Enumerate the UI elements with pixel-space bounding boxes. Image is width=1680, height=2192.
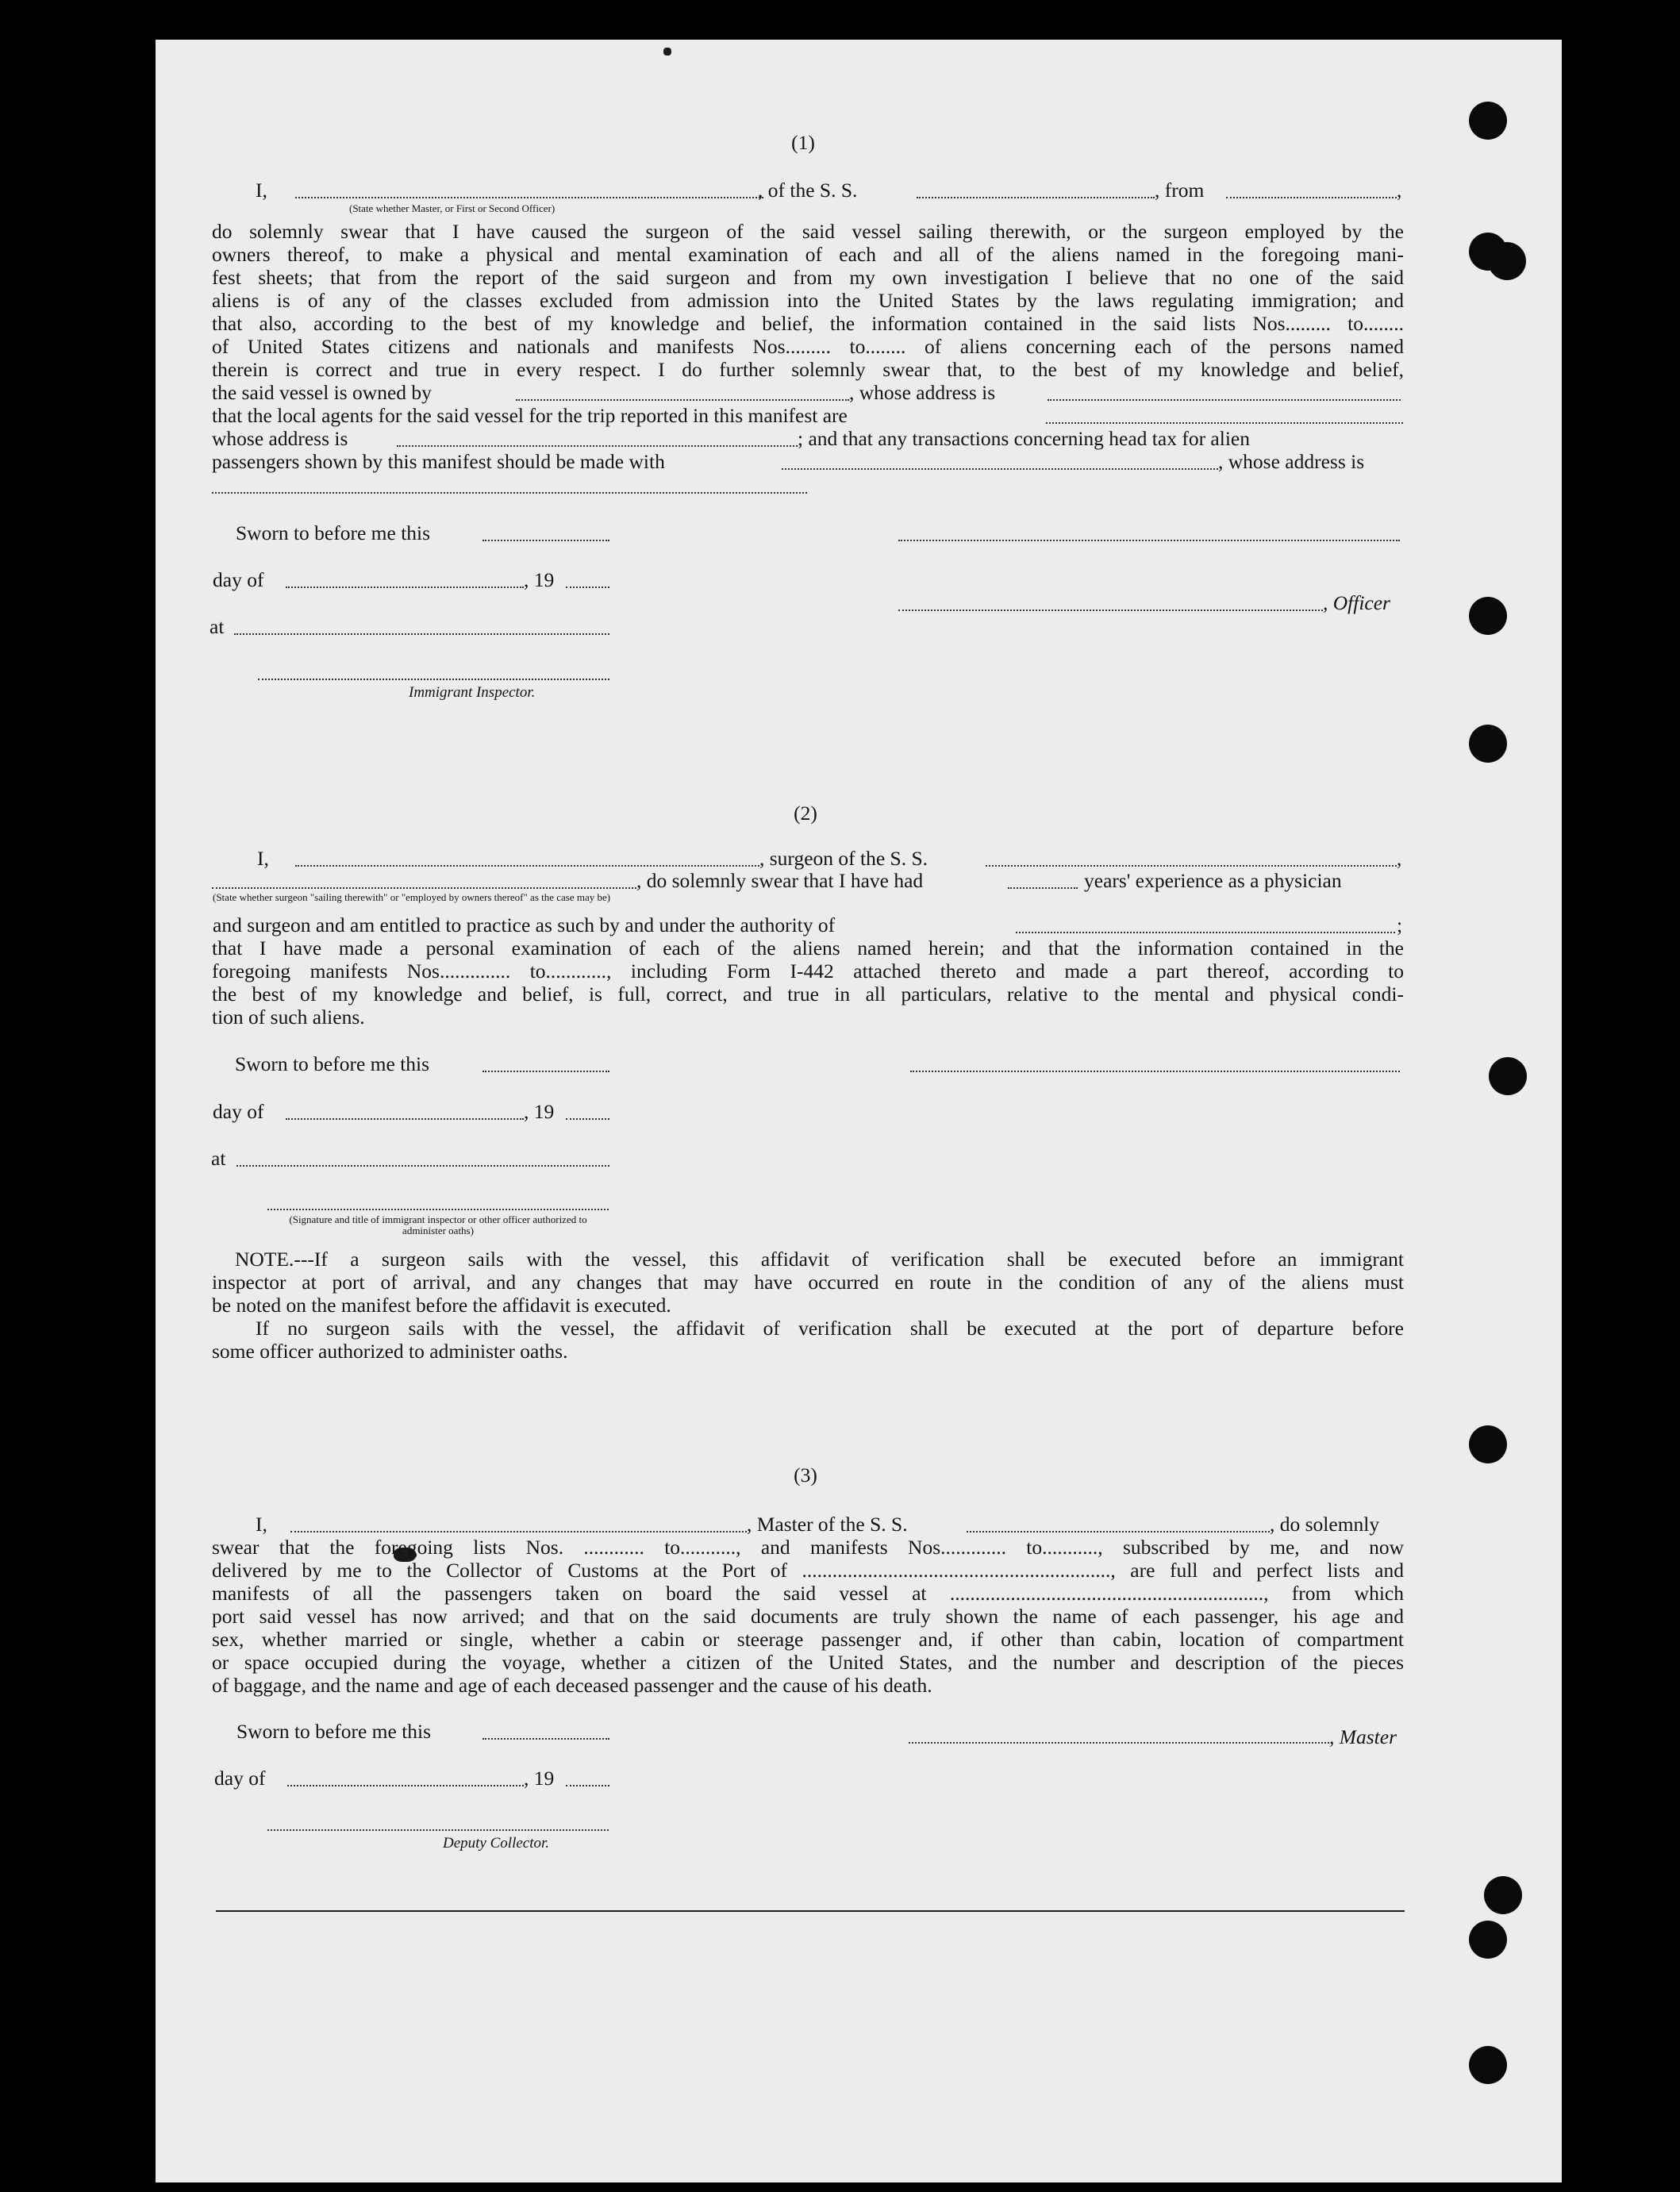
agents-address-field[interactable] [397,445,798,447]
location-field[interactable] [236,1165,609,1167]
years-experience-field[interactable] [1008,887,1078,889]
sworn-label: Sworn to before me this [236,1720,432,1743]
whose-address-label: , whose address is [1218,450,1365,473]
deputy-signature-field[interactable] [267,1829,609,1831]
punch-hole [1469,725,1507,763]
note-line: NOTE.---If a surgeon sails with the vessel, this affidavit of verification shall be executed before an immigrant [235,1248,1404,1271]
day-of-label: day of [213,1100,264,1123]
day-of-label: day of [214,1767,266,1790]
oath-paragraph-line: that also, according to the best of my knowledge and belief, the information contained in the said lists Nos......... to........ [212,312,1404,335]
oath-paragraph-line: aliens is of any of the classes excluded from admission into the United States by the laws regulating immigration; and [212,289,1404,312]
deputy-caption: Deputy Collector. [443,1835,550,1852]
official-signature-field[interactable] [267,1209,609,1210]
master-paragraph-line: delivered by me to the Collector of Customs at the Port of ............................................................., are full and perfect lists and [212,1559,1404,1582]
officer-caption: (State whether Master, or First or Second Officer) [349,202,556,214]
passengers-shown-label: passengers shown by this manifest should be made with [212,450,665,473]
master-paragraph-line: port said vessel has now arrived; and that on the said documents are truly shown the name of each passenger, his age and [212,1605,1404,1628]
inspector-signature-field[interactable] [258,679,609,680]
year-field[interactable] [566,1785,609,1786]
master-paragraph-line: manifests of all the passengers taken on board the said vessel at .............................................................., from which [212,1582,1404,1605]
pronoun-i: I, [256,179,267,202]
master-paragraph-line: sex, whether married or single, whether a cabin or steerage passenger and, if other than cabin, location of compartment [212,1628,1404,1651]
master-name-field[interactable] [290,1531,747,1532]
contact-address-field[interactable] [212,492,807,494]
oath-paragraph-line: therein is correct and true in every respect. I do further solemnly swear that, to the best of my knowledge and belief, [212,358,1404,381]
master-paragraph-line: swear that the foregoing lists Nos. ............ to..........., and manifests Nos............. to..........., subscribed by me, and now [212,1536,1404,1559]
sworn-label: Sworn to before me this [236,521,431,544]
solemnly-label: , do solemnly [1270,1513,1380,1536]
sworn-date-field[interactable] [482,1071,609,1072]
years-label: years' experience as a physician [1084,869,1342,892]
oath-line-officer [256,179,267,202]
oath-paragraph-line: owners thereof, to make a physical and mental examination of each and all of the aliens named in the foregoing mani- [212,243,1404,266]
bottom-rule [216,1910,1405,1912]
punch-hole [1469,597,1507,635]
month-field[interactable] [286,586,524,588]
inspector-caption: Immigrant Inspector. [409,684,536,701]
at-label: at [210,615,225,638]
departure-port-field[interactable] [1226,197,1397,198]
master-paragraph-line: or space occupied during the voyage, whether a citizen of the United States, and the number and description of the pieces [212,1651,1404,1674]
officer-signature-field[interactable] [898,540,1400,541]
line-end-comma: , [1397,847,1402,870]
surgeon-paragraph-line: foregoing manifests Nos.............. to............, including Form I-442 attached thereto and made a part thereof, according to [212,959,1404,983]
oath-paragraph-line: do solemnly swear that I have caused the surgeon of the said vessel sailing therewith, or the surgeon employed by the [212,220,1404,243]
authority-label: and surgeon and am entitled to practice as such by and under the authority of [213,913,836,936]
oath-paragraph-line: of United States citizens and nationals and manifests Nos......... to........ of aliens concerning each of the persons named [212,335,1404,358]
year-prefix: , 19 [524,1100,555,1123]
head-tax-label: ; and that any transactions concerning head tax for alien [798,427,1250,450]
year-prefix: , 19 [524,568,555,591]
swear-label: , do solemnly swear that I have had [636,869,924,892]
master-of-label: , Master of the S. S. [747,1513,908,1536]
note-line: some officer authorized to administer oaths. [212,1340,568,1363]
year-field[interactable] [566,586,609,588]
punch-hole [1469,2046,1507,2084]
at-label: at [211,1147,226,1170]
ship-name-field[interactable] [917,197,1155,198]
location-field[interactable] [234,633,609,635]
note-line: If no surgeon sails with the vessel, the affidavit of verification shall be executed at the port of departure before [256,1317,1404,1340]
master-signature-field[interactable] [909,1742,1329,1744]
day-of-label: day of [213,568,264,591]
oath-paragraph-line: fest sheets; that from the report of the said surgeon and from my own investigation I believe that no one of the said [212,266,1404,289]
agents-address-label: whose address is [212,427,348,450]
surgeon-name-field[interactable] [295,865,759,867]
sworn-date-field[interactable] [482,540,609,541]
ship-label: , of the S. S. [758,179,858,202]
whose-address-label: , whose address is [849,381,996,404]
owner-field[interactable] [516,399,849,401]
punch-hole [1469,102,1507,140]
local-agents-field[interactable] [1046,422,1403,424]
surgeon-paragraph-line: tion of such aliens. [212,1006,365,1029]
pronoun-i: I, [257,847,269,870]
surgeon-paragraph-line: that I have made a personal examination of each of the aliens named herein; and that the information contained in the [212,936,1404,959]
sworn-label: Sworn to before me this [235,1052,430,1075]
note-line: inspector at port of arrival, and any changes that may have occurred en route in the condition of any of the aliens must [212,1271,1404,1294]
note-line: be noted on the manifest before the affidavit is executed. [212,1294,671,1317]
section-number: (2) [794,802,817,825]
head-tax-contact-field[interactable] [782,468,1218,470]
local-agents-label: that the local agents for the said vessel for the trip reported in this manifest are [212,404,848,427]
authority-field[interactable] [1016,932,1395,933]
punch-hole [1489,1057,1527,1095]
section-number: (1) [791,131,815,154]
officer-label: , Officer [1323,591,1390,614]
authority-end: ; [1397,913,1403,936]
month-field[interactable] [286,1118,524,1120]
master-ship-field[interactable] [967,1531,1270,1532]
surgeon-caption: (State whether surgeon "sailing therewith" or "employed by owners thereof" as the case may be) [213,891,611,903]
master-paragraph-line: of baggage, and the name and age of each deceased passenger and the cause of his death. [212,1674,932,1697]
surgeon-ship-field[interactable] [986,865,1397,867]
year-field[interactable] [566,1118,609,1120]
sworn-date-field[interactable] [482,1738,609,1740]
pronoun-i: I, [256,1513,267,1536]
surgeon-of-label: , surgeon of the S. S. [759,847,928,870]
section-number: (3) [794,1463,817,1486]
surgeon-status-field[interactable] [212,887,636,889]
line-end-comma: , [1397,179,1402,202]
surgeon-signature-field[interactable] [910,1071,1400,1072]
punch-hole [1484,1876,1522,1914]
owned-by-label: the said vessel is owned by [212,381,432,404]
surgeon-paragraph-line: the best of my knowledge and belief, is full, correct, and true in all particulars, relative to the mental and physical condi- [212,983,1404,1006]
punch-hole [1469,1921,1507,1959]
master-label: , Master [1329,1725,1397,1748]
month-field[interactable] [287,1785,524,1786]
year-prefix: , 19 [524,1767,555,1790]
punch-hole [1469,1425,1507,1463]
officer-name-field[interactable] [295,197,763,198]
ink-smudge [663,48,671,56]
owner-address-field[interactable] [1048,399,1401,401]
officer-title-field[interactable] [898,610,1323,611]
punch-hole [1488,242,1526,280]
signature-caption: (Signature and title of immigrant inspector or other officer authorized to administer oaths) [289,1213,587,1236]
from-label: , from [1155,179,1205,202]
